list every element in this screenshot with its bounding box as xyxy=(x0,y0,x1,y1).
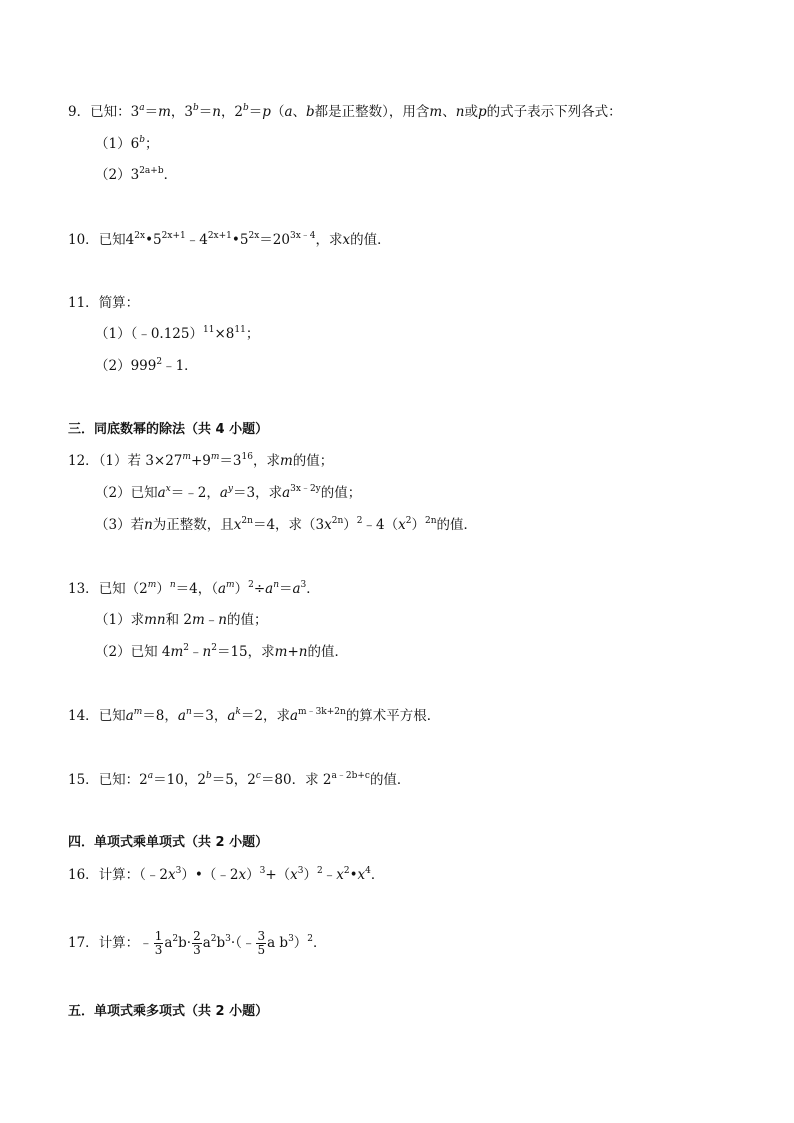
q9-part1: （1）6$^b$； xyxy=(95,135,159,152)
q17-stem: 17．计算：﹣ $\frac{1}{3}$ $a^2b\cdot$ $\frac{2}{3}$ $a^2b^3\cdot(﹣$ $\frac{3}{5}$ a $b^3)^2$． xyxy=(68,929,327,957)
fraction-three-fifths: $\frac{3}{5}$ xyxy=(257,929,266,957)
q16-stem: 16．计算：$(﹣2x^3)•(﹣2x)^3+(x^3)^2﹣x^2•x^4$． xyxy=(68,866,385,883)
section-3-heading: 三．同底数幂的除法（共 4 小题） xyxy=(68,422,269,437)
q12-part3: （3）若n为正整数，且$x^{2n}=4$，求$(3x^{2n})^2﹣4(x^2)^{2n}$的值． xyxy=(95,516,478,533)
q11-part1: $(1)(﹣0.125)^{11}\times 8^{11}$； xyxy=(95,325,260,342)
q13-stem: 13．已知$(2^m)^n=4$，$(a^m)^2\div a^n=a^3$． xyxy=(68,580,320,597)
q12-part1: 12．（1）若 $3\times 27^m+9^m=3^{16}$，求m的值； xyxy=(68,452,334,469)
q13-part1: （1）求mn和 2m﹣n的值； xyxy=(95,612,268,628)
q11-stem: 11．简算： xyxy=(68,295,140,311)
q15-stem: 15．已知：$2^a=10$，$2^b=5$，$2^c=80$．求 $2^{a﹣2b+c}$的值． xyxy=(68,771,411,788)
q13-part2: （2）已知 $4m^2﹣n^2=15$，求m+n的值． xyxy=(95,643,348,660)
section-5-heading: 五．单项式乘多项式（共 2 小题） xyxy=(68,1004,269,1019)
section-4-heading: 四．单项式乘单项式（共 2 小题） xyxy=(68,835,269,850)
q9-part2: $(2)3^{2a+b}$． xyxy=(95,166,178,183)
fraction-one-third: $\frac{1}{3}$ xyxy=(154,929,163,957)
q14-stem: 14．已知$a^m=8$，$a^n=3$，$a^k=2$，求$a^{m﹣3k+2n}$的算术平方根． xyxy=(68,707,441,724)
q9-stem: 9．已知：$3^a=m$，$3^b=n$，$2^b=p(a$、b都是正整数），用含m、n或p的式子表示下列各式： xyxy=(68,103,622,120)
q10-stem: 10．已知$4^{2x}•5^{2x+1}﹣4^{2x+1}•5^{2x}=20^{3x﹣4}$，求x的值． xyxy=(68,231,391,248)
q11-part2: $(2)999^2﹣1$． xyxy=(95,357,198,374)
q12-part2: （2）已知$a^x=﹣2$，$a^y=3$，求$a^{3x﹣2y}$的值； xyxy=(95,484,362,501)
fraction-two-thirds: $\frac{2}{3}$ xyxy=(193,929,201,957)
